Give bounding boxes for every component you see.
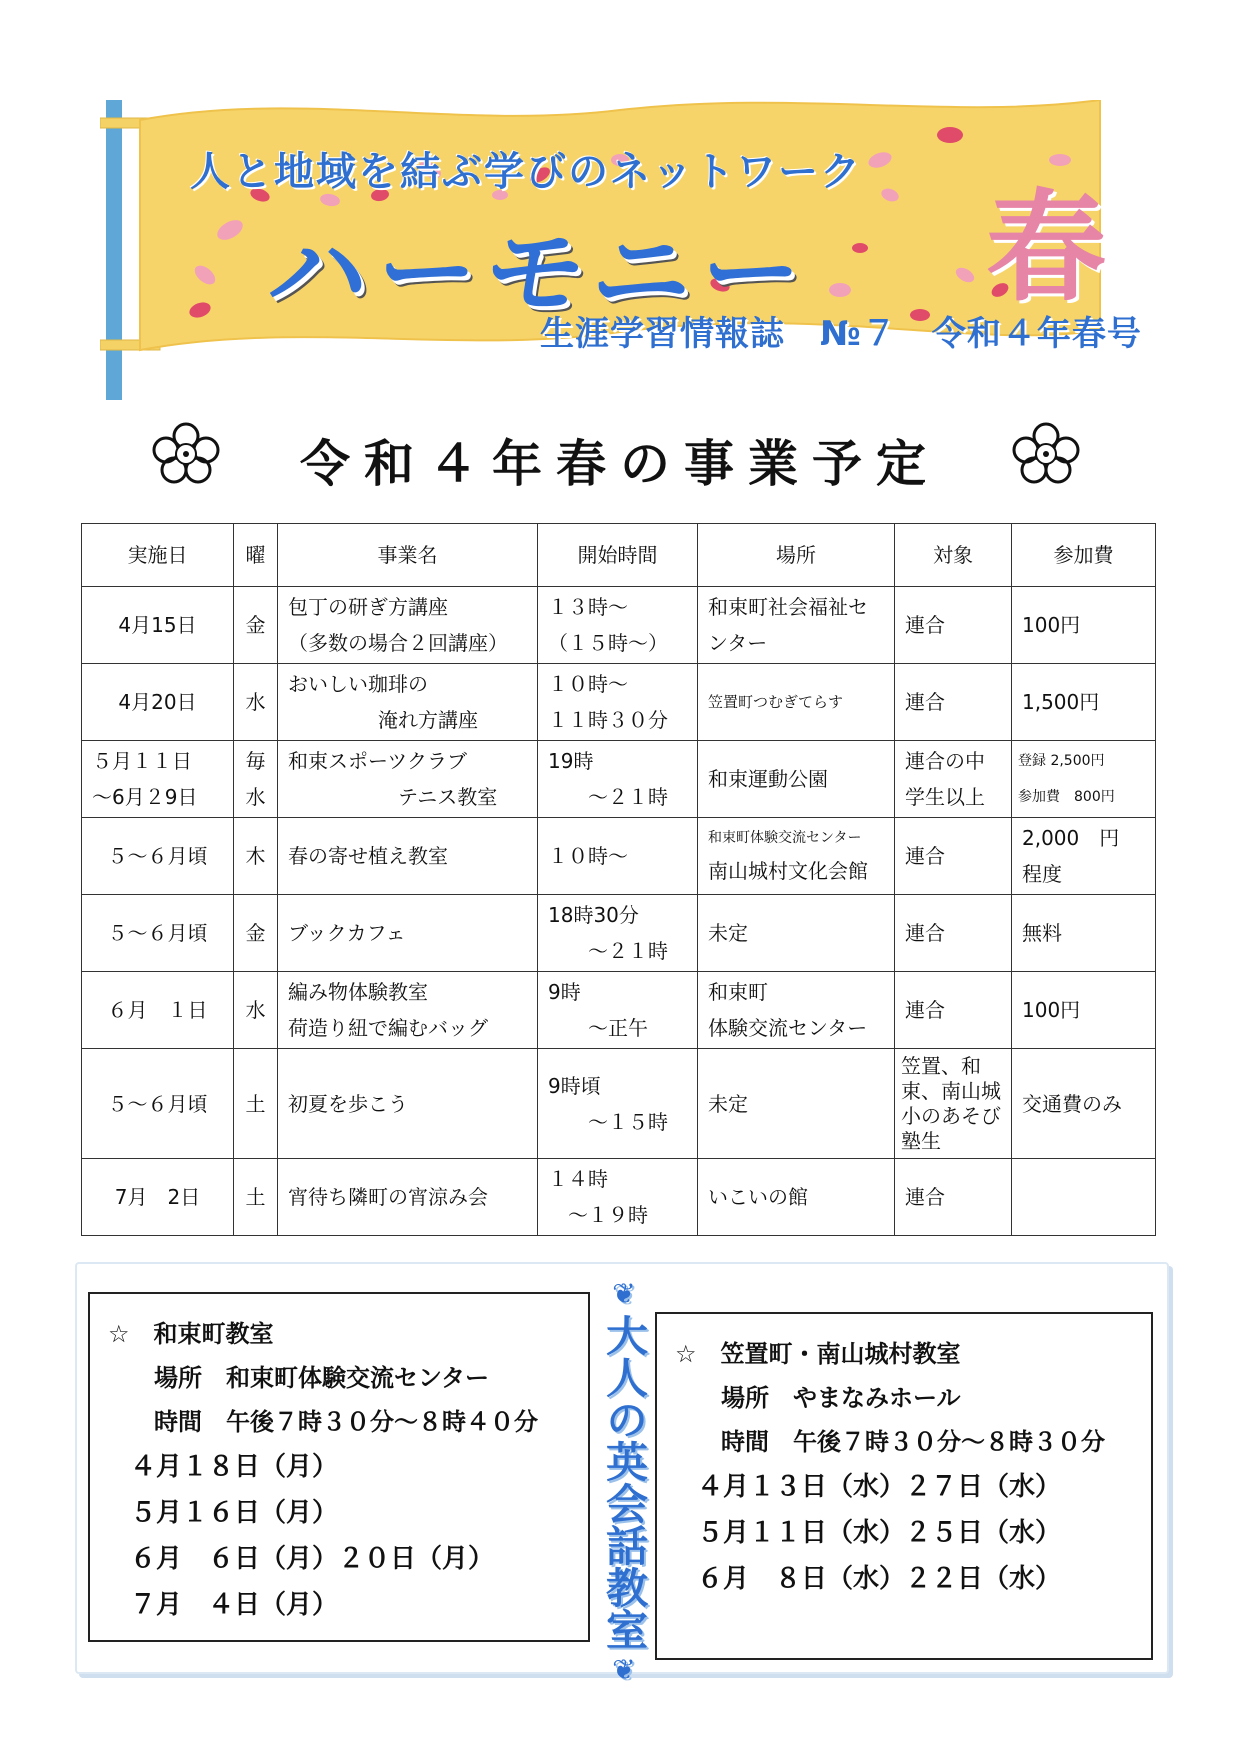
cell-day: 水 xyxy=(234,972,278,1049)
time-line: ～２１時 xyxy=(588,939,668,963)
event-line: おいしい珈琲の xyxy=(288,672,428,696)
banner-pole xyxy=(106,100,122,400)
event-line: （多数の場合２回講座） xyxy=(288,631,508,655)
place-line: 和束町社会福祉セ xyxy=(708,595,868,619)
class-date: ６月 ６日（月）２０日（月） xyxy=(130,1544,495,1574)
time-line: ～１９時 xyxy=(568,1203,648,1227)
cell-place: 未定 xyxy=(698,895,895,972)
sakura-flower-icon xyxy=(1010,420,1082,486)
class-place: 場所 やまなみホール xyxy=(721,1384,961,1412)
cell-fee: 交通費のみ xyxy=(1012,1049,1156,1159)
fee-line: 参加費 800円 xyxy=(1018,789,1115,805)
class-time: 時間 午後７時３０分～８時４０分 xyxy=(154,1408,538,1436)
table-row xyxy=(82,895,1156,972)
class-date: ４月１８日（月） xyxy=(130,1452,339,1482)
cell-event xyxy=(278,664,538,741)
time-line: １３時～ xyxy=(548,595,628,619)
cell-fee: 無料 xyxy=(1012,895,1156,972)
class-date: ７月 ４日（月） xyxy=(130,1590,339,1620)
cell-event xyxy=(278,972,538,1049)
class-date: ５月１１日（水）２５日（水） xyxy=(697,1518,1062,1548)
cell-date: ５～６月頃 xyxy=(82,1049,234,1159)
cell-day: 金 xyxy=(234,895,278,972)
table-row xyxy=(82,587,1156,664)
cell-event: 春の寄せ植え教室 xyxy=(278,818,538,895)
cell-place: いこいの館 xyxy=(698,1159,895,1236)
cell-event xyxy=(278,741,538,818)
time-line: １０時～ xyxy=(548,672,628,696)
cell-target: 連合 xyxy=(895,895,1012,972)
cell-day: 木 xyxy=(234,818,278,895)
time-line: １４時 xyxy=(548,1167,608,1191)
class-date: ４月１３日（水）２７日（水） xyxy=(697,1472,1062,1502)
cell-target: 笠置、和束、南山城小のあそび塾生 xyxy=(895,1049,1012,1159)
vertical-title-text: 大人の英会話教室 xyxy=(600,1314,649,1650)
header-date: 実施日 xyxy=(82,524,234,587)
target-line: 連合の中 xyxy=(905,749,985,773)
table-row xyxy=(82,1159,1156,1236)
cell-fee xyxy=(1012,818,1156,895)
cell-event: ブックカフェ xyxy=(278,895,538,972)
class-date: ６月 ８日（水）２２日（水） xyxy=(697,1564,1062,1594)
event-line: 和束スポーツクラブ xyxy=(288,749,467,773)
day-line: 毎 xyxy=(245,749,266,773)
place-line: ンター xyxy=(708,631,768,655)
cell-target: 連合 xyxy=(895,1159,1012,1236)
flourish-bottom-icon: ❦ xyxy=(612,1653,636,1686)
cell-place xyxy=(698,818,895,895)
cell-time xyxy=(538,741,698,818)
event-line: 荷造り紐で編むバッグ xyxy=(288,1016,488,1040)
cell-event: 宵待ち隣町の宵涼み会 xyxy=(278,1159,538,1236)
cell-date xyxy=(82,741,234,818)
place-line: 和束町 xyxy=(708,980,768,1004)
cell-time xyxy=(538,1049,698,1159)
cell-target: 連合 xyxy=(895,818,1012,895)
cell-fee: 1,500円 xyxy=(1012,664,1156,741)
cell-date: 4月20日 xyxy=(82,664,234,741)
table-row xyxy=(82,818,1156,895)
cell-place xyxy=(698,972,895,1049)
class-title: ☆ 笠置町・南山城村教室 xyxy=(675,1340,961,1368)
cell-day: 土 xyxy=(234,1049,278,1159)
cell-place: 笠置町つむぎてらす xyxy=(698,664,895,741)
header-event: 事業名 xyxy=(278,524,538,587)
cell-fee xyxy=(1012,741,1156,818)
cell-place: 未定 xyxy=(698,1049,895,1159)
header-day: 曜 xyxy=(234,524,278,587)
place-line: 和束町体験交流センター xyxy=(708,830,862,846)
fee-line: 程度 xyxy=(1022,862,1062,886)
kasagi-minamiyamashiro-class-box xyxy=(655,1312,1153,1660)
cell-date: ５～６月頃 xyxy=(82,895,234,972)
cell-target: 連合 xyxy=(895,587,1012,664)
wazuka-class-box xyxy=(88,1292,590,1642)
time-line: ～２１時 xyxy=(588,785,668,809)
date-line: ～6月２9日 xyxy=(92,785,198,809)
time-line: 18時30分 xyxy=(548,903,639,927)
cell-target xyxy=(895,741,1012,818)
english-class-vertical-title xyxy=(597,1274,651,1690)
banner-season: 春 xyxy=(986,179,1106,318)
header-time: 開始時間 xyxy=(538,524,698,587)
class-time: 時間 午後７時３０分～８時３０分 xyxy=(721,1428,1105,1456)
day-line: 水 xyxy=(245,785,266,809)
fee-line: 2,000 円 xyxy=(1022,826,1120,850)
cell-day xyxy=(234,741,278,818)
header-place: 場所 xyxy=(698,524,895,587)
class-date: ５月１６日（月） xyxy=(130,1498,339,1528)
time-line: ～正午 xyxy=(588,1016,648,1040)
event-line: 淹れ方講座 xyxy=(378,708,478,732)
class-place: 場所 和束町体験交流センター xyxy=(154,1364,490,1392)
cell-fee: 100円 xyxy=(1012,972,1156,1049)
flourish-top-icon: ❦ xyxy=(612,1277,636,1310)
cell-time xyxy=(538,587,698,664)
cell-place: 和束運動公園 xyxy=(698,741,895,818)
time-line: １１時３０分 xyxy=(548,708,668,732)
target-line: 学生以上 xyxy=(905,785,985,809)
banner-issue-info: 生涯学習情報誌 №７ 令和４年春号 xyxy=(540,314,1142,354)
cell-event xyxy=(278,587,538,664)
table-row xyxy=(82,972,1156,1049)
cell-fee: 100円 xyxy=(1012,587,1156,664)
cell-event: 初夏を歩こう xyxy=(278,1049,538,1159)
place-line: 体験交流センター xyxy=(708,1016,868,1040)
cell-target: 連合 xyxy=(895,972,1012,1049)
cell-date: ６月 １日 xyxy=(82,972,234,1049)
cell-time xyxy=(538,972,698,1049)
cell-fee xyxy=(1012,1159,1156,1236)
cell-time xyxy=(538,664,698,741)
cell-day: 金 xyxy=(234,587,278,664)
cell-date: 4月15日 xyxy=(82,587,234,664)
place-line: 南山城村文化会館 xyxy=(708,859,868,883)
cell-target: 連合 xyxy=(895,664,1012,741)
cell-time: １０時～ xyxy=(538,818,698,895)
time-line: 9時頃 xyxy=(548,1073,601,1098)
time-line: 9時 xyxy=(548,980,581,1004)
schedule-table xyxy=(81,523,1156,1236)
banner-title: ハーモニー xyxy=(260,214,818,331)
header-target: 対象 xyxy=(895,524,1012,587)
page-title: 令和４年春の事業予定 xyxy=(300,434,940,493)
event-line: 編み物体験教室 xyxy=(288,980,428,1004)
table-row xyxy=(82,664,1156,741)
cell-place xyxy=(698,587,895,664)
time-line: （１５時～） xyxy=(548,631,668,655)
date-line: ５月１１日 xyxy=(92,749,192,773)
header-fee: 参加費 xyxy=(1012,524,1156,587)
cell-date: 7月 2日 xyxy=(82,1159,234,1236)
cell-day: 土 xyxy=(234,1159,278,1236)
table-header-row xyxy=(82,524,1156,587)
table-row xyxy=(82,1049,1156,1159)
cell-day: 水 xyxy=(234,664,278,741)
event-line: 包丁の研ぎ方講座 xyxy=(288,595,448,619)
cell-time xyxy=(538,1159,698,1236)
event-line: テニス教室 xyxy=(398,785,498,809)
banner-subtitle: 人と地域を結ぶ学びのネットワーク xyxy=(190,149,862,195)
table-row xyxy=(82,741,1156,818)
header-banner xyxy=(100,100,1150,400)
sakura-flower-icon xyxy=(150,420,222,486)
time-line: 19時 xyxy=(548,749,594,773)
fee-line: 登録 2,500円 xyxy=(1018,753,1105,769)
class-title: ☆ 和束町教室 xyxy=(108,1320,274,1348)
cell-date: ５～６月頃 xyxy=(82,818,234,895)
time-line: ～１５時 xyxy=(588,1109,668,1134)
section-heading xyxy=(150,420,1090,493)
cell-time xyxy=(538,895,698,972)
